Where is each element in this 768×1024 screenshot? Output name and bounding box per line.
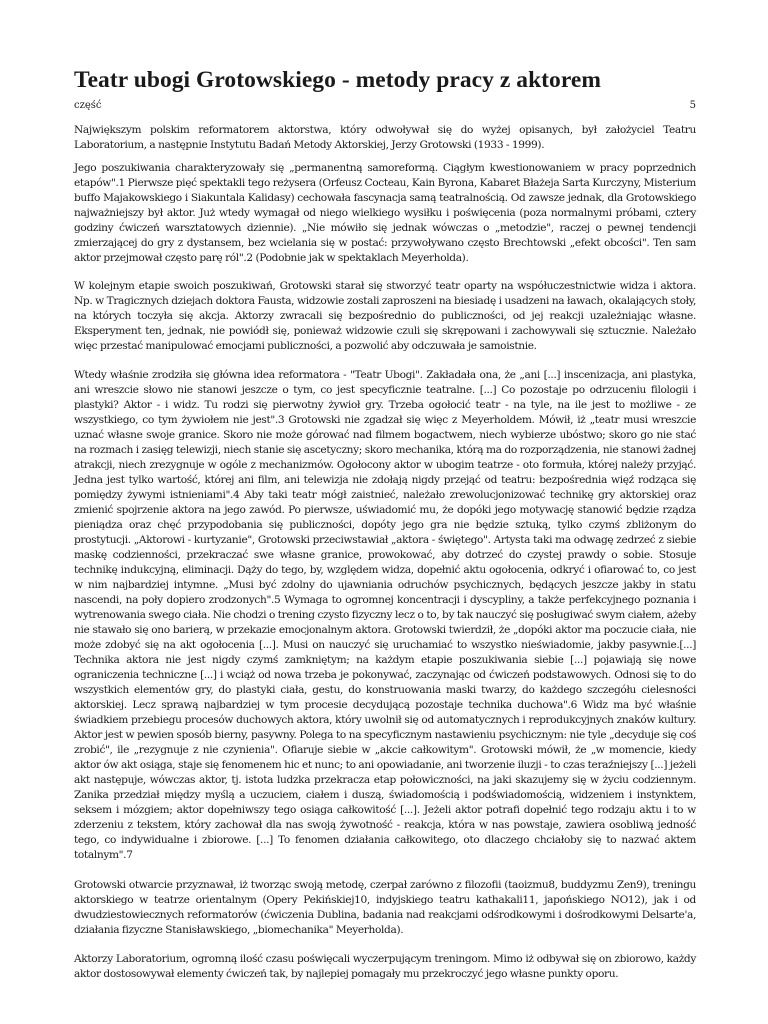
body-paragraph: Jego poszukiwania charakteryzowały się „permanentną samoreformą. Ciągłym kwestionowaniem w pracy poprzednich etapów".1 Pierwsze pięć spektakli tego reżysera (Orfeusz Cocteau, Kain Byrona, Kabaret Błażeja Sarta Kurczyny, Misterium buffo Majakowskiego i Siakuntala Kalidasy) cechowała fascynacja samą teatralnością. Od zawsze jednak, dla Grotowskiego najważniejszy był aktor. Już wtedy wymagał od niego wielkiego wysiłku i poświęcenia (poza normalnymi próbami, cztery godziny ćwiczeń warsztatowych dziennie). „Nie mówiło się jednak wówczas o „metodzie", raczej o pewnej tendencji zmierzającej do gry z dystansem, bez wcielania się w postać: przywoływano często Brechtowski „efekt obcości". Ten sam aktor przejmował często parę ról".2 (Podobnie jak w spektaklach Meyerholda). — [74, 162, 696, 264]
body-paragraph: Wtedy właśnie zrodziła się główna idea reformatora - "Teatr Ubogi". Zakładała ona, że „ani [...] inscenizacja, ani plastyka, ani wreszcie słowo nie stanowi jeszcze o tym, co jest specyficznie teatralne. [...] Co pozostaje po odrzuceniu filologii i plastyki? Aktor - i widz. Tu rodzi się pierwotny żywioł gry. Trzeba ogołocić teatr - na tyle, na ile jest to możliwe - ze wszystkiego, co tym żywiołem nie jest".3 Grotowski nie zgadzał się więc z Meyerholdem. Mówił, iż „teatr musi wreszcie uznać własne swoje granice. Skoro nie może górować nad filmem bogactwem, niech wybierze ubóstwo; skoro go nie stać na rozmach i zasięg telewizji, niech stanie się ascetyczny; skoro mechanika, którą ma do rozporządzenia, nie stanowi żadnej atrakcji, niech zrezygnuje w ogóle z mechanizmów. Ogołocony aktor w ubogim teatrze - oto formuła, której należy przyjąć. Jedna jest tylko wartość, której ani film, ani telewizja nie zdołają nigdy przejąć od teatru: bezpośrednia więź rodząca się pomiędzy żywymi istnieniami".4 Aby taki teatr mógł zaistnieć, należało zrewolucjonizować technikę gry aktorskiej oraz zmienić spojrzenie aktora na jego zawód. Po pierwsze, uświadomić mu, że dopóki jego motywację stanowić będzie rządza pieniądza oraz chęć przypodobania się publiczności, dopóty jego gra nie będzie sztuką, tylko czymś zbliżonym do prostytucji. „Aktorowi - kurtyzanie", Grotowski przeciwstawiał „aktora - świętego". Artysta taki ma odwagę zedrzeć z siebie maskę codzienności, przekraczać swe własne granice, prowokować, aby dotrzeć do czystej prawdy o sobie. Stosuje technikę indukcyjną, eliminacji. Dąży do tego, by, względem widza, dopełnić aktu ogołocenia, odkryć i ofiarować to, co jest w nim najbardziej intymne. „Musi być zdolny do ujawniania odruchów psychicznych, będących jeszcze jakby in statu nascendi, na poły dopiero zrodzonych".5 Wymaga to ogromnej koncentracji i dyscypliny, a także perfekcyjnego poznania i wytrenowania swego ciała. Nie chodzi o trening czysto fizyczny lecz o to, by tak nauczyć się posługiwać swym ciałem, ażeby nie stawało się ono barierą, w przekazie emocjonalnym aktora. Grotowski twierdził, że „dopóki aktor ma poczucie ciała, nie może zdobyć się na akt ogołocenia [...]. Musi on nauczyć się uruchamiać to wszystko nieświadomie, jakby pasywnie.[...] Technika aktora nie jest nigdy czymś zamkniętym; na każdym etapie poszukiwania siebie [...] pojawiają się nowe ograniczenia techniczne [...] i wciąż od nowa trzeba je pokonywać, zaczynając od ćwiczeń podstawowych. Odnosi się to do wszystkich elementów gry, do plastyki ciała, gestu, do konstruowania maski twarzy, do każdego szczegółu cielesności aktorskiej. Lecz sprawą najbardziej w tym procesie decydującą pozostaje technika duchowa".6 Widz ma być właśnie świadkiem przebiegu procesów duchowych aktora, który uwolnił się od automatycznych i reprodukcyjnych znaków kultury. Aktor jest w pewien sposób bierny, pasywny. Polega to na specyficznym nastawieniu psychicznym: nie tyle „decyduje się coś zrobić", ile „rezygnuje z nie czynienia". Ofiaruje siebie w „akcie całkowitym". Grotowski mówił, że „w momencie, kiedy aktor ów akt osiąga, staje się fenomenem hic et nunc; to ani opowiadanie, ani tworzenie iluzji - to czas teraźniejszy [...] jeżeli akt następuje, wówczas aktor, tj. istota ludzka przekracza etap połowiczności, na jaki skazujemy się w życiu codziennym. Zanika przedział między myślą a uczuciem, ciałem i duszą, świadomością i podświadomością, widzeniem i instynktem, seksem i mózgiem; aktor dopełniwszy tego osiąga całkowitość [...]. Jeżeli aktor potrafi dopełnić tego rodzaju aktu i to w zderzeniu z tekstem, który zachował dla nas swoją żywotność - reakcja, która w nas powstaje, zawiera osobliwą jedność tego, co indywidualne i zbiorowe. [...] To fenomen działania całkowitego, oto dlaczego chciałoby się to nazwać aktem totalnym".7 — [74, 369, 696, 861]
body-paragraph: W kolejnym etapie swoich poszukiwań, Grotowski starał się stworzyć teatr oparty na współuczestnictwie widza i aktora. Np. w Tragicznych dziejach doktora Fausta, widzowie zostali zaproszeni na biesiadę i usadzeni na ławach, okalających stoły, na których toczyła się akcja. Aktorzy zwracali się bezpośrednio do publiczności, od jej reakcji uzależniając własne. Eksperyment ten, jednak, nie powiódł się, ponieważ widzowie czuli się skrępowani i zachowywali się sztucznie. Należało więc przestać manipulować emocjami publiczności, a pozwolić aby odczuwała je samoistnie. — [74, 280, 696, 352]
page-number: 5 — [689, 100, 696, 111]
document-meta — [74, 98, 696, 114]
body-paragraph: Grotowski otwarcie przyznawał, iż tworząc swoją metodę, czerpał zarówno z filozofii (taoizmu8, buddyzmu Zen9), treningu aktorskiego w teatrze orientalnym (Opery Pekińskiej10, indyjskiego teatru kathakali11, japońskiego NO12), jak i od dwudziestowiecznych reformatorów (ćwiczenia Dublina, badania nad reakcjami odśrodkowymi i dośrodkowymi Delsarte'a, działania fizyczne Stanisławskiego, „biomechanika" Meyerholda). — [74, 879, 696, 936]
document-page — [74, 0, 696, 982]
body-paragraph: Aktorzy Laboratorium, ogromną ilość czasu poświęcali wyczerpującym treningom. Mimo iż odbywał się on zbiorowo, każdy aktor dostosowywał elementy ćwiczeń tak, by najlepiej pomagały mu przekroczyć jego własne punkty oporu. — [74, 953, 696, 980]
document-title: Teatr ubogi Grotowskiego - metody pracy z aktorem — [74, 67, 602, 93]
document-subtitle: część — [74, 100, 102, 111]
body-paragraph: Największym polskim reformatorem aktorstwa, który odwoływał się do wyżej opisanych, był założyciel Teatru Laboratorium, a następnie Instytutu Badań Metody Aktorskiej, Jerzy Grotowski (1933 - 1999). — [74, 124, 696, 151]
